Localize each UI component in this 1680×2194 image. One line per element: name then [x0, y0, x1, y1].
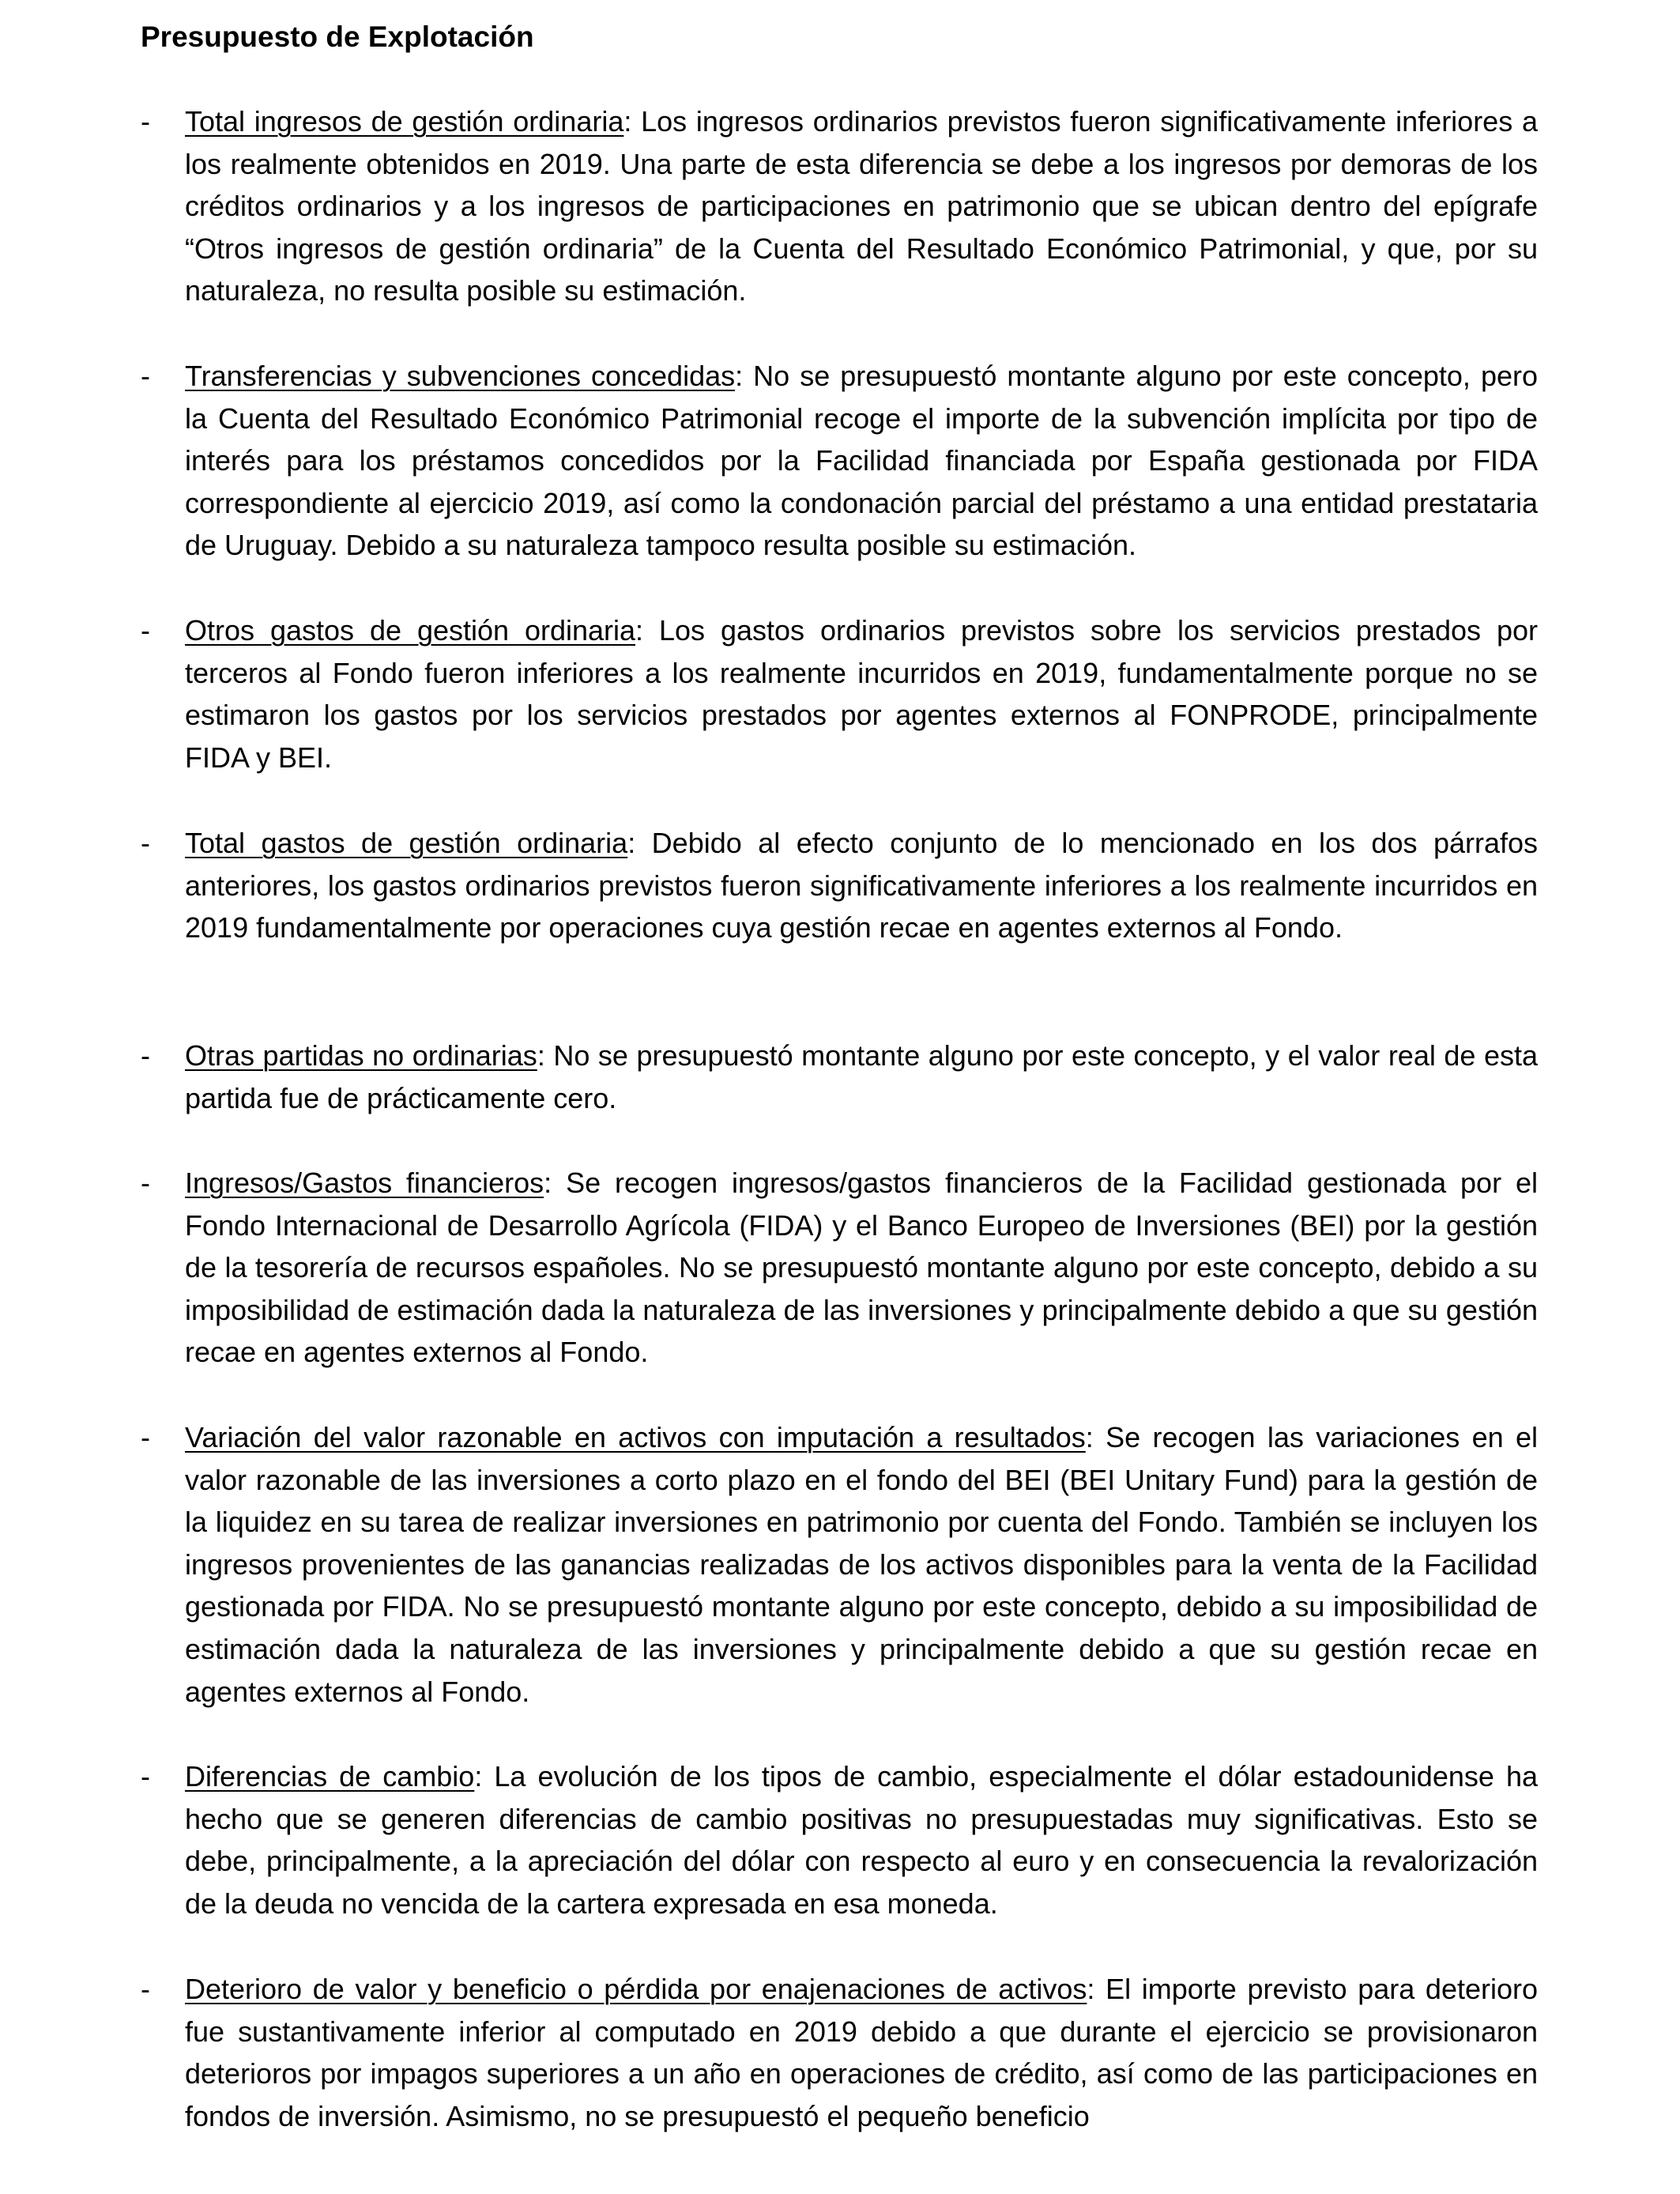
- paragraph-variacion-valor: [141, 1416, 1538, 1713]
- paragraph-body: No se presupuestó montante alguno por este concepto, y el valor real de esta partida fue de prácticamente cero.: [185, 1039, 1538, 1114]
- paragraph-body: Se recogen las variaciones en el valor razonable de las inversiones a corto plazo en el fondo del BEI (BEI Unitary Fund) para la gestión de la liquidez en su tarea de realizar inversiones en patrimonio por cuenta del Fondo. También se incluyen los ingresos provenientes de las ganancias realizadas de los activos disponibles para la venta de la Facilidad gestionada por FIDA. No se presupuestó montante alguno por este concepto, debido a su imposibilidad de estimación dada la naturaleza de las inversiones y principalmente debido a que su gestión recae en agentes externos al Fondo.: [185, 1421, 1538, 1708]
- paragraph-term: Total ingresos de gestión ordinaria: [185, 105, 624, 138]
- bullet-dash: -: [141, 105, 150, 138]
- paragraph-text: [185, 1968, 1538, 2137]
- paragraph-transferencias: [141, 355, 1538, 567]
- paragraph-body: Los ingresos ordinarios previstos fueron significativamente inferiores a los realmente obtenidos en 2019. Una parte de esta diferencia se debe a los ingresos por demoras de los créditos ordinarios y a los ingresos de participaciones en patrimonio que se ubican dentro del epígrafe “Otros ingresos de gestión ordinaria” de la Cuenta del Resultado Económico Patrimonial, y que, por su naturaleza, no resulta posible su estimación.: [185, 105, 1538, 307]
- term-separator: :: [1087, 1973, 1095, 2005]
- paragraph-term: Otras partidas no ordinarias: [185, 1039, 537, 1072]
- paragraph-term: Total gastos de gestión ordinaria: [185, 827, 628, 859]
- term-separator: :: [635, 614, 644, 647]
- paragraph-term: Transferencias y subvenciones concedidas: [185, 360, 736, 392]
- bullet-dash: -: [141, 827, 150, 859]
- term-separator: :: [544, 1167, 552, 1199]
- paragraph-body: El importe previsto para deterioro fue sustantivamente inferior al computado en 2019 debido a que durante el ejercicio se provisionaron deterioros por impagos superiores a un año en operaciones de crédito, así como de las participaciones en fondos de inversión. Asimismo, no se presupuestó el pequeño beneficio: [185, 1973, 1539, 2132]
- paragraph-term: Deterioro de valor y beneficio o pérdida por enajenaciones de activos: [185, 1973, 1087, 2005]
- term-separator: :: [623, 105, 632, 138]
- term-separator: :: [735, 360, 744, 392]
- term-separator: :: [627, 827, 636, 859]
- section-title: Presupuesto de Explotación: [141, 21, 534, 53]
- term-separator: :: [1085, 1421, 1094, 1453]
- paragraph-term: Diferencias de cambio: [185, 1760, 475, 1793]
- paragraph-deterioro-valor: [141, 1968, 1538, 2137]
- paragraph-text: [185, 1035, 1538, 1119]
- bullet-dash: -: [141, 1421, 150, 1453]
- paragraph-text: [185, 355, 1538, 567]
- paragraph-diferencias-cambio: [141, 1755, 1538, 1924]
- paragraph-body: La evolución de los tipos de cambio, especialmente el dólar estadounidense ha hecho que se generen diferencias de cambio positivas no presupuestadas muy significativas. Esto se debe, principalmente, a la apreciación del dólar con respecto al euro y en consecuencia la revalorización de la deuda no vencida de la cartera expresada en esa moneda.: [185, 1760, 1538, 1920]
- paragraph-body: No se presupuestó montante alguno por este concepto, pero la Cuenta del Resultado Económico Patrimonial recoge el importe de la subvención implícita por tipo de interés para los préstamos concedidos por la Facilidad financiada por España gestionada por FIDA correspondiente al ejercicio 2019, así como la condonación parcial del préstamo a una entidad prestataria de Uruguay. Debido a su naturaleza tampoco resulta posible su estimación.: [185, 360, 1538, 562]
- bullet-dash: -: [141, 1973, 150, 2005]
- paragraph-term: Ingresos/Gastos financieros: [185, 1167, 544, 1199]
- paragraph-body: Se recogen ingresos/gastos financieros de la Facilidad gestionada por el Fondo Internacional de Desarrollo Agrícola (FIDA) y el Banco Europeo de Inversiones (BEI) por la gestión de la tesorería de recursos españoles. No se presupuestó montante alguno por este concepto, debido a su imposibilidad de estimación dada la naturaleza de las inversiones y principalmente debido a que su gestión recae en agentes externos al Fondo.: [185, 1167, 1538, 1369]
- paragraph-text: [185, 1755, 1538, 1924]
- paragraph-ingresos-gastos-financieros: [141, 1162, 1538, 1374]
- paragraph-body: Los gastos ordinarios previstos sobre los servicios prestados por terceros al Fondo fueron inferiores a los realmente incurridos en 2019, fundamentalmente porque no se estimaron los gastos por los servicios prestados por agentes externos al FONPRODE, principalmente FIDA y BEI.: [185, 614, 1538, 774]
- paragraph-total-gastos: [141, 822, 1538, 949]
- bullet-dash: -: [141, 614, 150, 647]
- paragraph-term: Variación del valor razonable en activos con imputación a resultados: [185, 1421, 1086, 1453]
- paragraph-total-ingresos: [141, 100, 1538, 312]
- paragraph-text: [185, 1416, 1538, 1713]
- paragraph-text: [185, 609, 1538, 778]
- paragraph-body: Debido al efecto conjunto de lo mencionado en los dos párrafos anteriores, los gastos ordinarios previstos fueron significativamente inferiores a los realmente incurridos en 2019 fundamentalmente por operaciones cuya gestión recae en agentes externos al Fondo.: [185, 827, 1539, 944]
- term-separator: :: [474, 1760, 483, 1793]
- bullet-dash: -: [141, 1039, 150, 1072]
- bullet-dash: -: [141, 1760, 150, 1793]
- paragraph-text: [185, 1162, 1538, 1374]
- paragraph-term: Otros gastos de gestión ordinaria: [185, 614, 636, 647]
- term-separator: :: [537, 1039, 545, 1072]
- paragraph-otros-gastos: [141, 609, 1538, 778]
- paragraph-otras-partidas: [141, 1035, 1538, 1119]
- paragraph-text: [185, 100, 1538, 312]
- bullet-dash: -: [141, 360, 150, 392]
- paragraph-text: [185, 822, 1538, 949]
- bullet-dash: -: [141, 1167, 150, 1199]
